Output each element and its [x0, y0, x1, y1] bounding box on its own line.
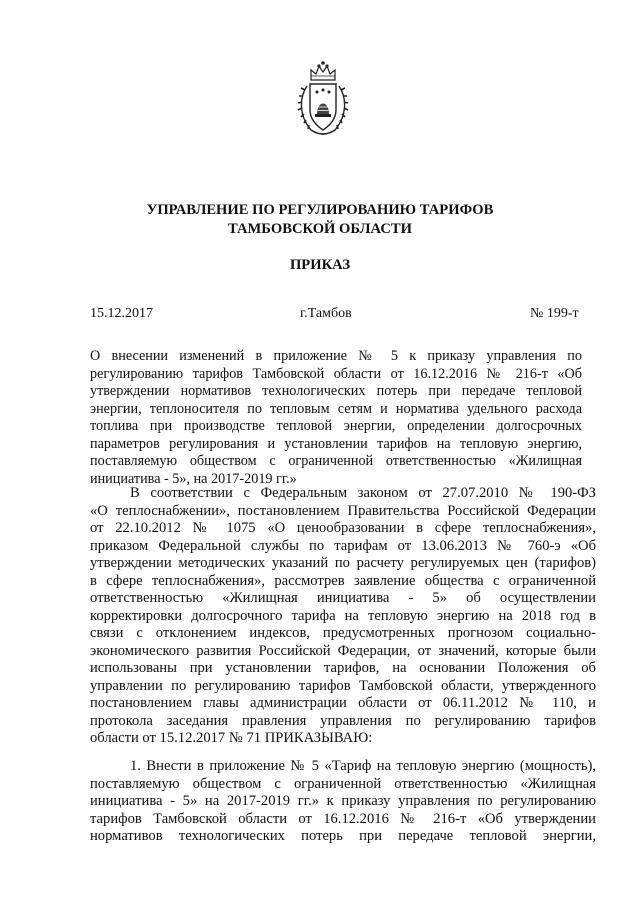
preamble-paragraph [90, 485, 596, 748]
preamble-line: области от 15.12.2017 № 71 ПРИКАЗЫВАЮ: [90, 730, 373, 746]
preamble-line: постановлением главы администрации области от 06.11.2012 № 110, и [90, 695, 596, 711]
preamble-line: протокола заседания правления управления по регулированию тарифов [90, 712, 596, 729]
order-item-1 [90, 758, 596, 846]
item-line: 1. Внести в приложение № 5 «Тариф на тепловую энергию (мощность), [130, 758, 596, 774]
organization-name-line1: УПРАВЛЕНИЕ ПО РЕГУЛИРОВАНИЮ ТАРИФОВ [146, 202, 494, 218]
preamble-line: корректировки долгосрочного тарифа на тепловую энергию на 2018 год в [90, 607, 596, 624]
subject-line: топлива при производстве тепловой энергии, определении долгосрочных [90, 419, 582, 434]
preamble-line: связи с отклонением индексов, предусмотренных прогнозом социально- [90, 625, 596, 641]
subject-line: инициатива - 5», на 2017-2019 гг.» [90, 471, 297, 487]
preamble-line: управлении по регулированию тарифов Тамбовской области, утвержденного [90, 677, 596, 694]
subject-line: утверждении нормативов технологических потерь при передаче тепловой [90, 384, 582, 399]
organization-name [0, 201, 640, 239]
preamble-line: ответственностью «Жилищная инициатива - 5» об осуществлении [90, 590, 596, 606]
organization-name-line2: ТАМБОВСКОЙ ОБЛАСТИ [227, 221, 412, 237]
preamble-line: В соответствии с Федеральным законом от 27.07.2010 № 190-ФЗ [130, 485, 596, 501]
tambov-coat-of-arms-icon [297, 60, 349, 140]
subject-line: О внесении изменений в приложение № 5 к приказу управления по [90, 349, 582, 364]
preamble-line: «О теплоснабжении», постановлением Правительства Российской Федерации [90, 502, 596, 519]
document-type: ПРИКАЗ [289, 257, 351, 273]
document-city: г.Тамбов [300, 306, 352, 321]
subject-line: поставляемую обществом с ограниченной ответственностью «Жилищная [90, 454, 582, 469]
subject-line: параметров регулирования и установлении тарифов на тепловую энергию, [90, 436, 582, 452]
subject-line: энергии, теплоносителя по тепловым сетям и норматива удельного расхода [90, 401, 582, 417]
preamble-line: в сфере теплоснабжения», рассмотрев заявление общества с ограниченной [90, 572, 596, 589]
item-line: нормативов технологических потерь при передаче тепловой энергии, [90, 828, 596, 844]
document-number: № 199-т [530, 306, 579, 321]
preamble-line: от 22.10.2012 № 1075 «О ценообразовании в сфере теплоснабжения», [90, 520, 596, 536]
preamble-line: приказом Федеральной службы по тарифам от 13.06.2013 № 760-э «Об [90, 537, 596, 554]
item-line: поставляемую обществом с ограниченной ответственностью «Жилищная [90, 775, 596, 792]
preamble-line: использованы при установлении тарифов, на основании Положения об [90, 660, 596, 676]
preamble-line: утверждении методических указаний по расчету регулируемых цен (тарифов) [90, 555, 596, 571]
item-line: тарифов Тамбовской области от 16.12.2016 № 216-т «Об утверждении [90, 810, 596, 827]
subject-line: регулированию тарифов Тамбовской области от 16.12.2016 № 216-т «Об [90, 366, 582, 382]
document-date: 15.12.2017 [90, 306, 153, 321]
document-subject [90, 349, 582, 489]
item-line: инициатива - 5» на 2017-2019 гг.» к приказу управления по регулированию [90, 793, 596, 809]
preamble-line: экономического развития Российской Федерации, от значений, которые были [90, 642, 596, 659]
